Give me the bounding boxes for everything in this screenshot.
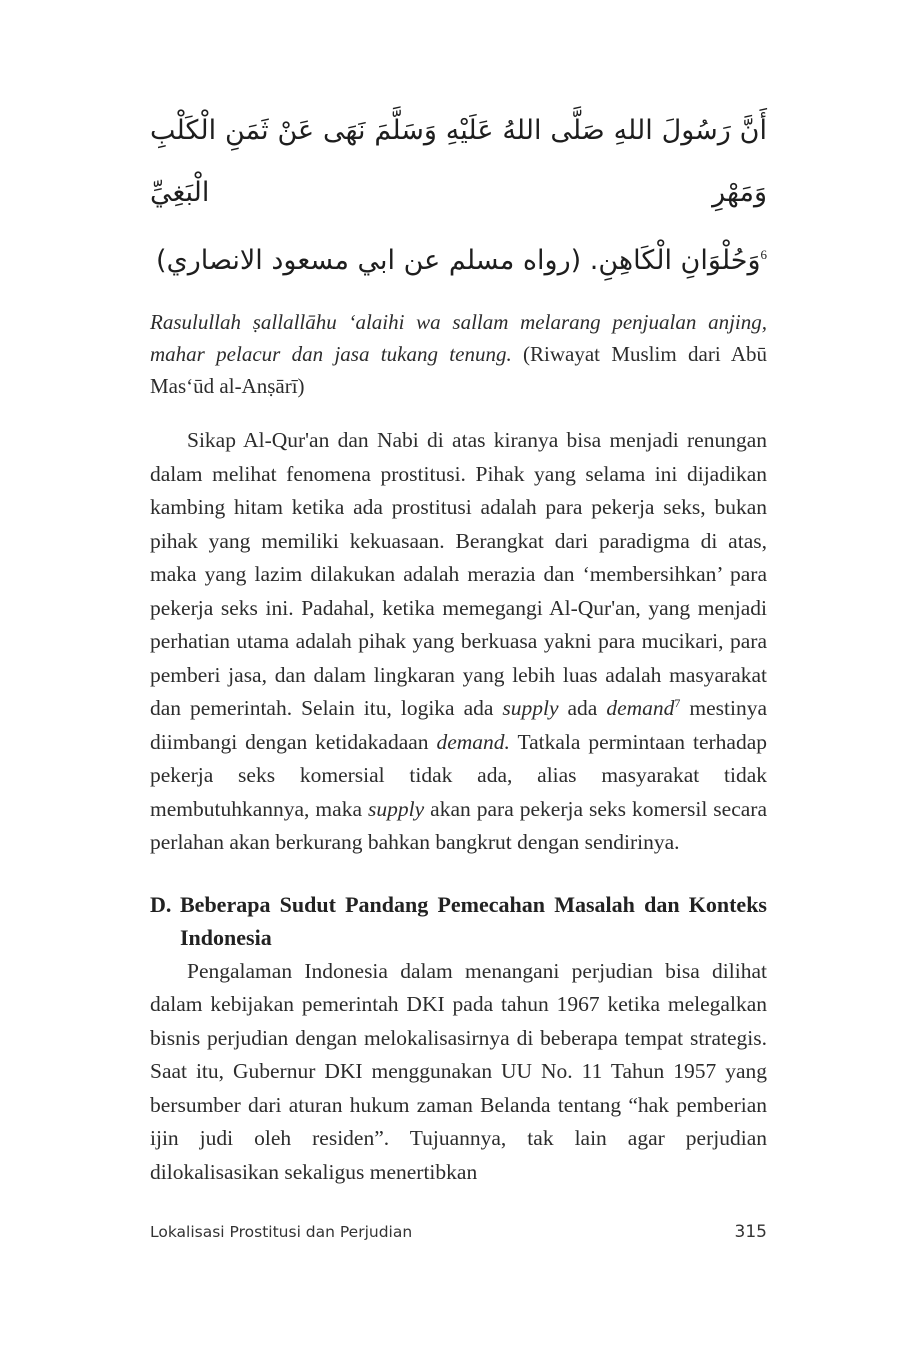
page-number: 315 [734,1222,767,1242]
translation-source: (Riwayat Muslim dari Abū Mas‘ūd al-Anṣārī) [150,342,767,398]
arabic-line-2 [150,224,767,292]
section-title: Beberapa Sudut Pandang Pemecahan Masalah dan Konteks Indonesia [180,891,767,950]
arabic-line-2-text: وَحُلْوَانِ الْكَاهِنِ. (رواه مسلم عن ابي مسعود الانصاري) [156,245,761,276]
hadith-translation [150,306,767,402]
section-heading [150,888,767,954]
footnote-marker: 7 [674,696,681,710]
italic-term: supply [502,696,559,720]
paragraph-text: ada [558,696,607,720]
page-footer [150,1222,767,1242]
paragraph-text: Tatkala permintaan terhadap pekerja seks komersial tidak ada, alias masyarakat tidak membutuhkannya, maka [150,729,767,821]
arabic-line-1: أَنَّ رَسُولَ اللهِ صَلَّى اللهُ عَلَيْهِ وَسَلَّمَ نَهَى عَنْ ثَمَنِ الْكَلْبِ وَمَهْرِ الْبَغِيِّ [150,115,767,208]
running-title: Lokalisasi Prostitusi dan Perjudian [150,1223,413,1241]
footnote-marker: 6 [760,247,767,262]
section-number: D. [150,891,172,917]
body-paragraph-2: Pengalaman Indonesia dalam menangani perjudian bisa dilihat dalam kebijakan pemerintah DKI pada tahun 1967 ketika melegalkan bisnis perjudian dengan melokalisasirnya di beberapa tempat strategis. Saat itu, Gubernur DKI menggunakan UU No. 11 Tahun 1957 yang bersumber dari aturan hukum zaman Belanda tentang “hak pemberian ijin judi oleh residen”. Tujuannya, tak lain agar perjudian dilokalisasikan sekaligus menertibkan [150,958,767,1184]
italic-term: demand [606,696,675,720]
paragraph-text: akan para pekerja seks komersil secara perlahan akan berkurang bahkan bangkrut dengan sendirinya. [150,796,767,854]
italic-term: supply [368,796,425,821]
paragraph-text: Sikap Al-Qur'an dan Nabi di atas kiranya bisa menjadi renungan dalam melihat fenomena prostitusi. Pihak yang selama ini dijadikan kambing hitam ketika ada prostitusi adalah para pekerja seks, bukan pihak yang memiliki kekuasaan. Berangkat dari paradigma di atas, maka yang lazim dilakukan adalah merazia dan ‘membersihkan’ para pekerja seks ini. Padahal, ketika memegangi Al-Qur'an, yang menjadi perhatian utama adalah pihak yang berkuasa yakni para mucikari, para pemberi jasa, dan dalam lingkaran yang lebih luas adalah masyarakat dan pemerintah. Selain itu, logika ada [150,428,767,720]
italic-term: demand. [436,729,510,754]
body-paragraph-1 [150,424,767,860]
page-content [150,100,767,1189]
paragraph-text: mestinya diimbangi dengan ketidakadaan [150,696,768,754]
arabic-hadith [150,100,767,292]
translation-italic: Rasulullah ṣallallāhu ‘alaihi wa sallam melarang penjualan anjing, mahar pelacur dan jasa tukang tenung. [150,310,767,366]
